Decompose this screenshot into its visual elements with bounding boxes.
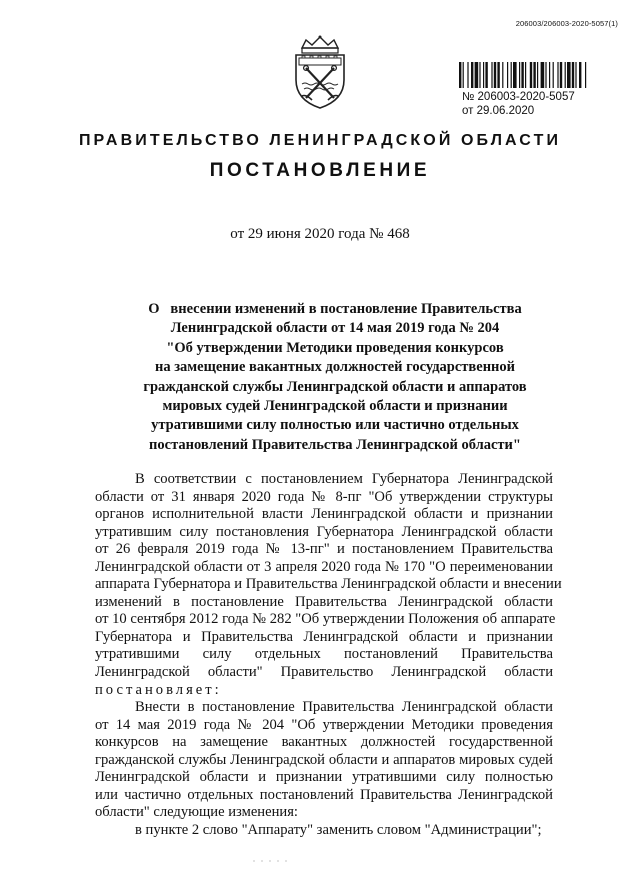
decree-heading [120,300,550,455]
registration-date: от 29.06.2020 [462,105,535,117]
document-code: 206003/206003-2020-5057(1) [515,19,618,28]
heading-line: постановлений Правительства Ленинградской области" [149,436,521,453]
body-line: от 14 мая 2019 года № 204 "Об утверждении Методики проведения [95,716,553,733]
body-line: или частично отдельных постановлений Правительства Ленинградской [95,786,553,803]
document-type: ПОСТАНОВЛЕНИЕ [209,160,431,181]
heading-line: "Об утверждении Методики проведения конкурсов [166,339,504,356]
body-line: от 10 сентября 2012 года № 282 "Об утверждении Положения об аппарате [95,611,556,628]
body-line: утратившими силу отдельных постановлений Правительства [95,646,553,663]
body-line: Ленинградской области и признании утратившими силу полностью [95,769,553,786]
government-title: ПРАВИТЕЛЬСТВО ЛЕНИНГРАДСКОЙ ОБЛАСТИ [78,132,562,149]
scan-artifact [250,858,310,864]
body-line: области" следующие изменения: [95,804,298,821]
body-line: утратившим силу постановления Губернатора Ленинградской области [95,523,553,540]
body-line: в пункте 2 слово "Аппарату" заменить словом "Администрации"; [135,821,542,838]
heading-line: на замещение вакантных должностей государственной [154,359,516,376]
body-line: конкурсов на замещение вакантных должностей государственной [95,734,553,751]
decree-date-number: от 29 июня 2020 года № 468 [230,226,410,242]
body-line: аппарата Губернатора и Правительства Ленинградской области и внесении [95,576,562,593]
body-line: Ленинградской области" Правительство Ленинградской области [95,664,553,681]
body-line: Ленинградской области от 3 апреля 2020 года № 170 "О переименовании [95,558,553,575]
heading-line: Ленинградской области от 14 мая 2019 года № 204 [170,320,500,337]
body-line: гражданской службы Ленинградской области и аппаратов мировых судей [95,751,553,768]
body-line: органов исполнительной власти Ленинградской области и признании [95,506,553,523]
heading-line: О внесении изменений в постановление Правительства [148,301,522,317]
body-line-resolves: постановляет: [95,681,222,698]
body-line: Губернатора и Правительства Ленинградской области и признании [95,628,553,645]
barcode-icon [459,62,619,88]
decree-body [95,471,562,839]
heading-line: утратившими силу полностью или частично отдельных [151,417,519,434]
heading-line: мировых судей Ленинградской области и признании [162,398,508,415]
body-line: от 26 февраля 2019 года № 13-пг" и постановлением Правительства [95,541,553,558]
registration-number: № 206003-2020-5057 [462,91,575,103]
leningrad-oblast-coat-of-arms-icon [288,34,352,110]
body-line: В соответствии с постановлением Губернатора Ленинградской [135,471,553,487]
heading-line: гражданской службы Ленинградской области и аппаратов [143,378,527,395]
body-line: Внести в постановление Правительства Ленинградской области [135,699,553,716]
body-line: изменений в постановление Правительства Ленинградской области [95,593,553,610]
body-line: области от 31 января 2020 года № 8-пг "Об утверждении структуры [95,488,553,505]
